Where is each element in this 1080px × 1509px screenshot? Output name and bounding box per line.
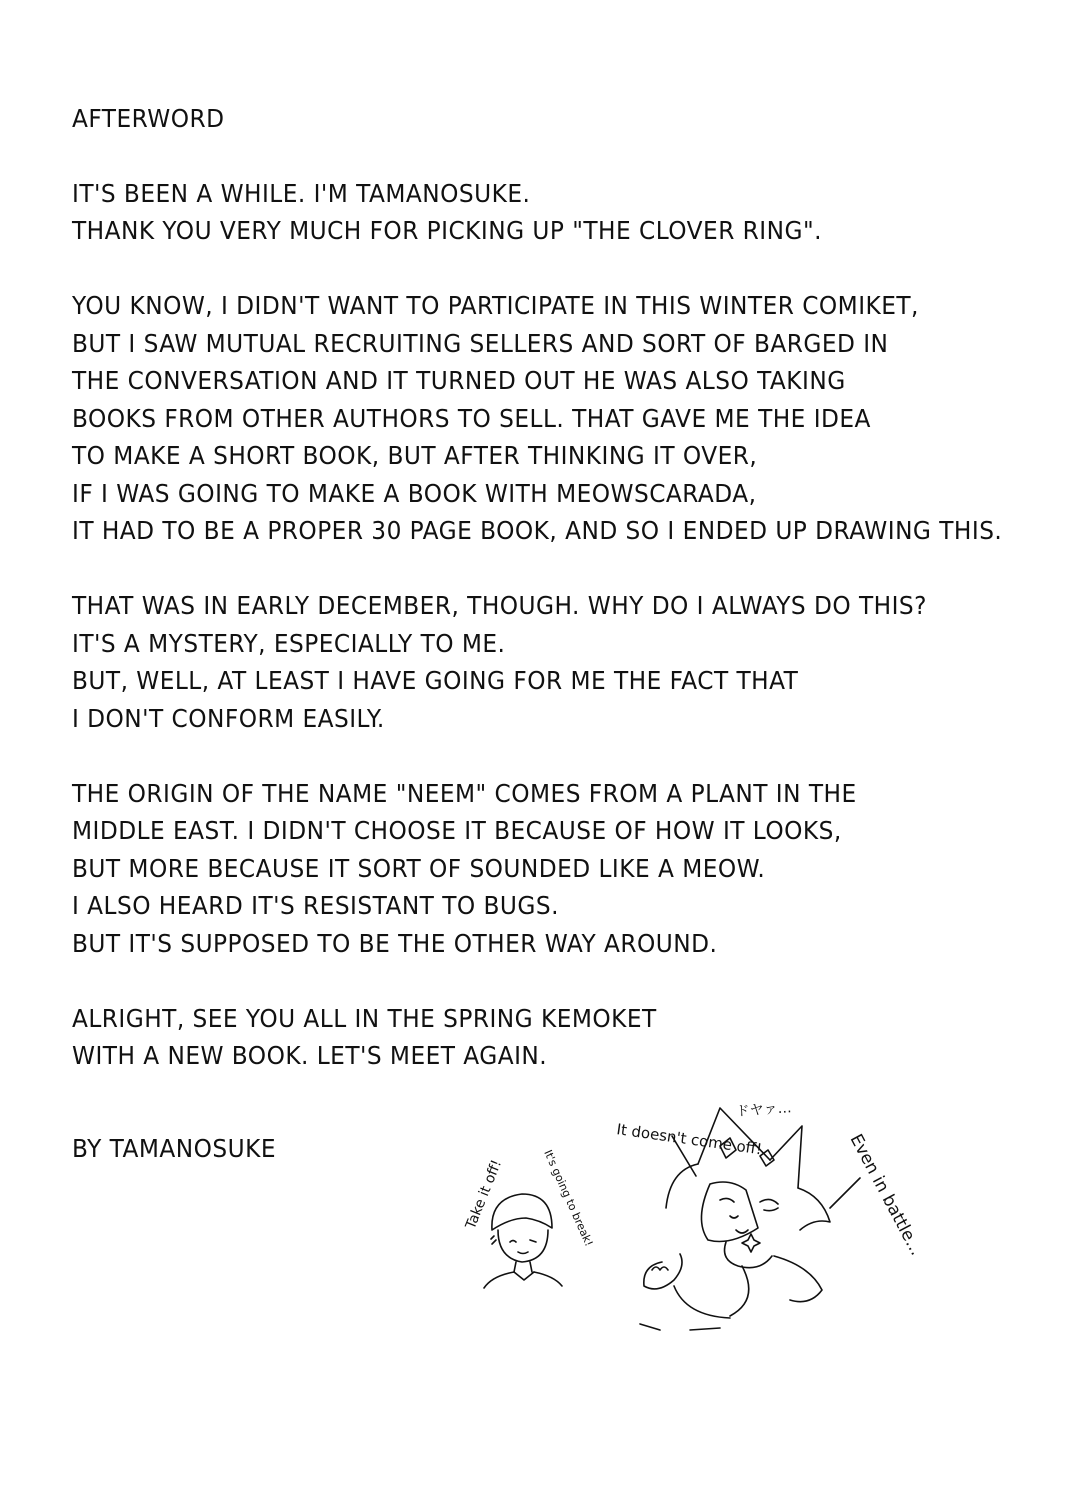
doodle-sketch bbox=[430, 1090, 950, 1340]
note-take-it-off: Take it off! bbox=[462, 1157, 506, 1232]
human-character-drawing bbox=[484, 1194, 562, 1288]
doodle-illustration bbox=[430, 1090, 950, 1340]
paragraph-5 bbox=[72, 1000, 1052, 1075]
text-line: IT'S BEEN A WHILE. I'M TAMANOSUKE. bbox=[72, 178, 531, 208]
text-line: BUT, WELL, AT LEAST I HAVE GOING FOR ME THE FACT THAT bbox=[72, 666, 799, 695]
text-line: ALRIGHT, SEE YOU ALL IN THE SPRING KEMOKET bbox=[72, 1003, 657, 1033]
note-even-in-battle: Even in battle... bbox=[845, 1130, 927, 1259]
text-line: BUT IT'S SUPPOSED TO BE THE OTHER WAY AROUND. bbox=[72, 928, 718, 958]
paragraph-4 bbox=[72, 775, 1052, 963]
note-doya: ドヤァ… bbox=[735, 1100, 793, 1120]
text-line: WITH A NEW BOOK. LET'S MEET AGAIN. bbox=[72, 1041, 548, 1070]
text-line: IT'S A MYSTERY, ESPECIALLY TO ME. bbox=[72, 628, 506, 658]
text-line: THAT WAS IN EARLY DECEMBER, THOUGH. WHY DO I ALWAYS DO THIS? bbox=[72, 591, 927, 620]
signature: BY TAMANOSUKE bbox=[72, 1134, 276, 1163]
text-line: I DON'T CONFORM EASILY. bbox=[72, 703, 385, 733]
paragraph-1 bbox=[72, 175, 1052, 250]
text-line: THANK YOU VERY MUCH FOR PICKING UP "THE CLOVER RING". bbox=[72, 216, 822, 245]
afterword-title: AFTERWORD bbox=[72, 104, 225, 133]
text-line: MIDDLE EAST. I DIDN'T CHOOSE IT BECAUSE OF HOW IT LOOKS, bbox=[72, 816, 842, 845]
note-going-to-break: It's going to break! bbox=[541, 1147, 596, 1249]
text-line: I ALSO HEARD IT'S RESISTANT TO BUGS. bbox=[72, 891, 559, 920]
text-line: BUT MORE BECAUSE IT SORT OF SOUNDED LIKE A MEOW. bbox=[72, 853, 766, 883]
afterword-text bbox=[72, 100, 1052, 1112]
text-line: YOU KNOW, I DIDN'T WANT TO PARTICIPATE IN THIS WINTER COMIKET, bbox=[72, 291, 919, 320]
text-line: BOOKS FROM OTHER AUTHORS TO SELL. THAT GAVE ME THE IDEA bbox=[72, 403, 871, 433]
text-line: BUT I SAW MUTUAL RECRUITING SELLERS AND SORT OF BARGED IN bbox=[72, 328, 889, 358]
text-line: IT HAD TO BE A PROPER 30 PAGE BOOK, AND SO I ENDED UP DRAWING THIS. bbox=[72, 516, 1003, 545]
paragraph-2 bbox=[72, 287, 1052, 550]
text-line: TO MAKE A SHORT BOOK, BUT AFTER THINKING IT OVER, bbox=[72, 441, 758, 470]
text-line: THE ORIGIN OF THE NAME "NEEM" COMES FROM A PLANT IN THE bbox=[72, 778, 857, 808]
text-line: IF I WAS GOING TO MAKE A BOOK WITH MEOWSCARADA, bbox=[72, 478, 757, 508]
note-doesnt-come-off: It doesn't come off! bbox=[615, 1120, 764, 1159]
text-line: THE CONVERSATION AND IT TURNED OUT HE WAS ALSO TAKING bbox=[72, 366, 846, 395]
paragraph-3 bbox=[72, 587, 1052, 737]
